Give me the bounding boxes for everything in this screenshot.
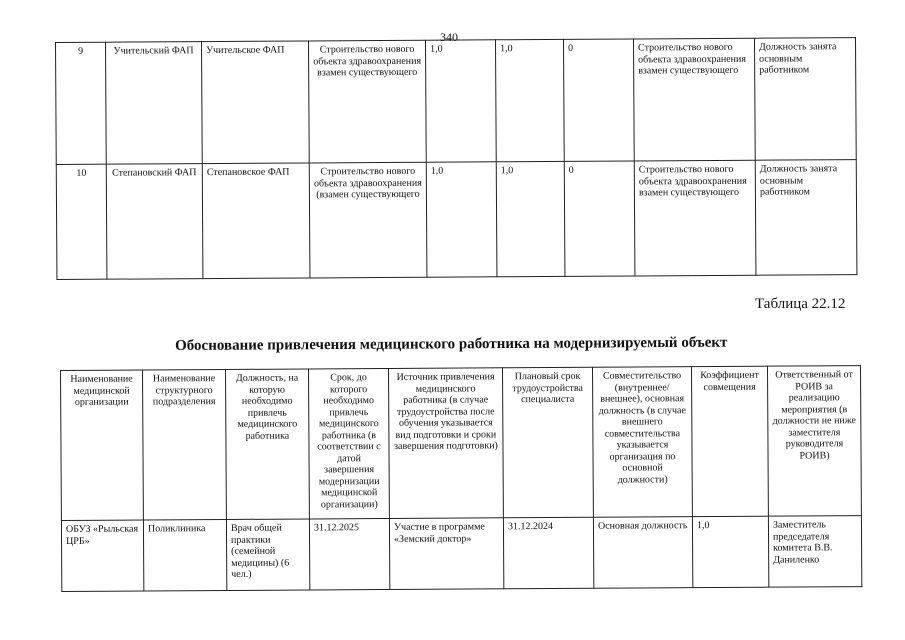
staffing-table xyxy=(60,365,862,592)
deadline-cell: 31.12.2025 xyxy=(309,518,389,589)
organization-cell: ОБУЗ «Рыльская ЦРБ» xyxy=(61,520,143,591)
column-header: Коэффициент совмещения xyxy=(691,366,768,516)
facility-unit: Степановское ФАП xyxy=(202,163,310,279)
column-header: Срок, до которого необходимо привлечь медицинского работника (в соответствии с датой завершения модернизации медицинской организации) xyxy=(308,368,389,518)
facility-action: Строительство нового объекта здравоохранения (взамен существующего xyxy=(309,162,427,278)
table-row xyxy=(56,38,857,165)
source-cell: Участие в программе «Земский доктор» xyxy=(389,518,503,590)
table-caption: Таблица 22.12 xyxy=(755,296,846,312)
facility-name: Степановский ФАП xyxy=(106,164,203,280)
facility-name: Учительский ФАП xyxy=(106,42,203,165)
planned-date-cell: 31.12.2024 xyxy=(503,517,593,589)
facility-action: Строительство нового объекта здравоохранения взамен существующего xyxy=(308,40,426,163)
coefficient-cell: 1,0 xyxy=(692,516,768,587)
value-2: 1,0 xyxy=(496,161,565,276)
combination-cell: Основная должность xyxy=(593,517,692,589)
table-row xyxy=(61,516,861,592)
table-row xyxy=(56,160,857,280)
row-number: 10 xyxy=(56,164,107,279)
value-3: 0 xyxy=(564,161,635,276)
value-1: 1,0 xyxy=(425,40,496,162)
facility-note: Должность занята основным работником xyxy=(754,38,856,161)
facility-action-2: Строительство нового объекта здравоохранения взамен существующего xyxy=(633,38,755,161)
value-2: 1,0 xyxy=(495,39,564,161)
value-3: 0 xyxy=(563,39,634,161)
unit-cell: Поликлиника xyxy=(143,519,226,591)
facility-unit: Учительское ФАП xyxy=(202,41,310,164)
table-header-row xyxy=(61,366,862,521)
facility-action-2: Строительство нового объекта здравоохранения взамен существующего xyxy=(634,160,756,276)
column-header: Должность, на которую необходимо привлечь медицинского работника xyxy=(225,369,309,520)
page-number: 340 xyxy=(440,30,458,44)
value-1: 1,0 xyxy=(426,162,497,277)
position-cell: Врач общей практики (семейной медицины) (6 чел.) xyxy=(226,519,309,591)
facility-note: Должность занята основным работником xyxy=(755,160,857,276)
column-header: Наименование медицинской организации xyxy=(61,370,144,520)
column-header: Плановый срок трудоустройства специалиста xyxy=(502,367,593,518)
column-header: Наименование структурного подразделения xyxy=(143,369,227,520)
column-header: Ответственный от РОИВ за реализацию мероприятия (в должности не ниже заместителя руководителя РОИВ) xyxy=(767,366,861,517)
responsible-cell: Заместитель председателя комитета В.В. Даниленко xyxy=(768,516,861,588)
row-number: 9 xyxy=(56,42,107,164)
document-heading: Обоснование привлечения медицинского работника на модернизируемый объект xyxy=(175,334,728,354)
column-header: Источник привлечения медицинского работника (в случае трудоустройства после обучения указывается вид подготовки и сроки завершения подготовки) xyxy=(388,368,503,519)
facility-table xyxy=(55,37,857,280)
column-header: Совместительство (внутреннее/ внешнее), основная должность (в случае внешнего совместительства указывается организация по основной должности) xyxy=(592,367,692,518)
